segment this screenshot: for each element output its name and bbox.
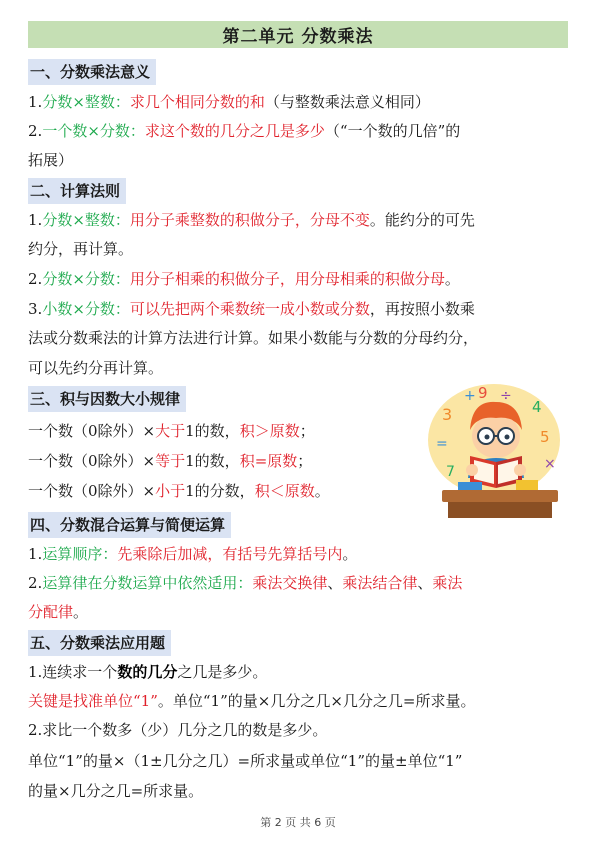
svg-text:3: 3 [442, 405, 453, 424]
s5-line-2: 关键是找准单位“1”。单位“1”的量×几分之几×几分之几=所求量。 [28, 692, 476, 710]
s3-line-3: 一个数（0除外）×小于1的分数，积＜原数。 [28, 482, 330, 500]
s5-line-1: 1.连续求一个数的几分之几是多少。 [28, 663, 268, 681]
svg-text:=: = [436, 436, 448, 452]
boy-reading-book-illustration [412, 378, 572, 528]
svg-text:9: 9 [478, 384, 488, 402]
s2-line-1: 1.分数×整数：用分子乘整数的积做分子，分母不变。能约分的可先 [28, 211, 475, 229]
section-3-heading: 三、积与因数大小规律 [28, 386, 186, 412]
section-1-heading: 一、分数乘法意义 [28, 59, 156, 85]
section-4-heading: 四、分数混合运算与简便运算 [28, 512, 231, 538]
s5-line-5: 的量×几分之几=所求量。 [28, 782, 204, 800]
s3-line-1: 一个数（0除外）×大于1的数，积＞原数； [28, 422, 315, 440]
s2-line-2: 约分，再计算。 [28, 240, 134, 258]
s5-line-4: 单位“1”的量×（1±几分之几）=所求量或单位“1”的量±单位“1” [28, 752, 463, 770]
s5-line-3: 2.求比一个数多（少）几分之几的数是多少。 [28, 721, 328, 739]
svg-text:×: × [544, 456, 556, 472]
s1-line-3: 拓展） [28, 151, 74, 169]
svg-text:÷: ÷ [500, 388, 512, 404]
s2-line-6: 可以先约分再计算。 [28, 359, 164, 377]
svg-text:5: 5 [540, 428, 550, 446]
s4-line-3: 分配律。 [28, 603, 89, 621]
s1-line-2: 2.一个数×分数：求这个数的几分之几是多少（“一个数的几倍”的 [28, 122, 461, 140]
s1-line-1: 1.分数×整数：求几个相同分数的和（与整数乘法意义相同） [28, 93, 430, 111]
s2-line-5: 法或分数乘法的计算方法进行计算。如果小数能与分数的分母约分， [28, 329, 479, 347]
page-title: 第二单元 分数乘法 [28, 21, 568, 48]
page-footer: 第 2 页 共 6 页 [260, 816, 336, 829]
s2-line-4: 3.小数×分数：可以先把两个乘数统一成小数或分数，再按照小数乘 [28, 300, 475, 318]
svg-text:4: 4 [532, 398, 542, 416]
section-2-heading: 二、计算法则 [28, 178, 126, 204]
svg-text:+: + [464, 388, 476, 404]
svg-text:7: 7 [446, 464, 455, 480]
section-5-heading: 五、分数乘法应用题 [28, 630, 171, 656]
s4-line-1: 1.运算顺序：先乘除后加减，有括号先算括号内。 [28, 545, 358, 563]
s2-line-3: 2.分数×分数：用分子相乘的积做分子，用分母相乘的积做分母。 [28, 270, 460, 288]
s3-line-2: 一个数（0除外）×等于1的数，积=原数； [28, 452, 313, 470]
s4-line-2: 2.运算律在分数运算中依然适用：乘法交换律、乘法结合律、乘法 [28, 574, 463, 592]
